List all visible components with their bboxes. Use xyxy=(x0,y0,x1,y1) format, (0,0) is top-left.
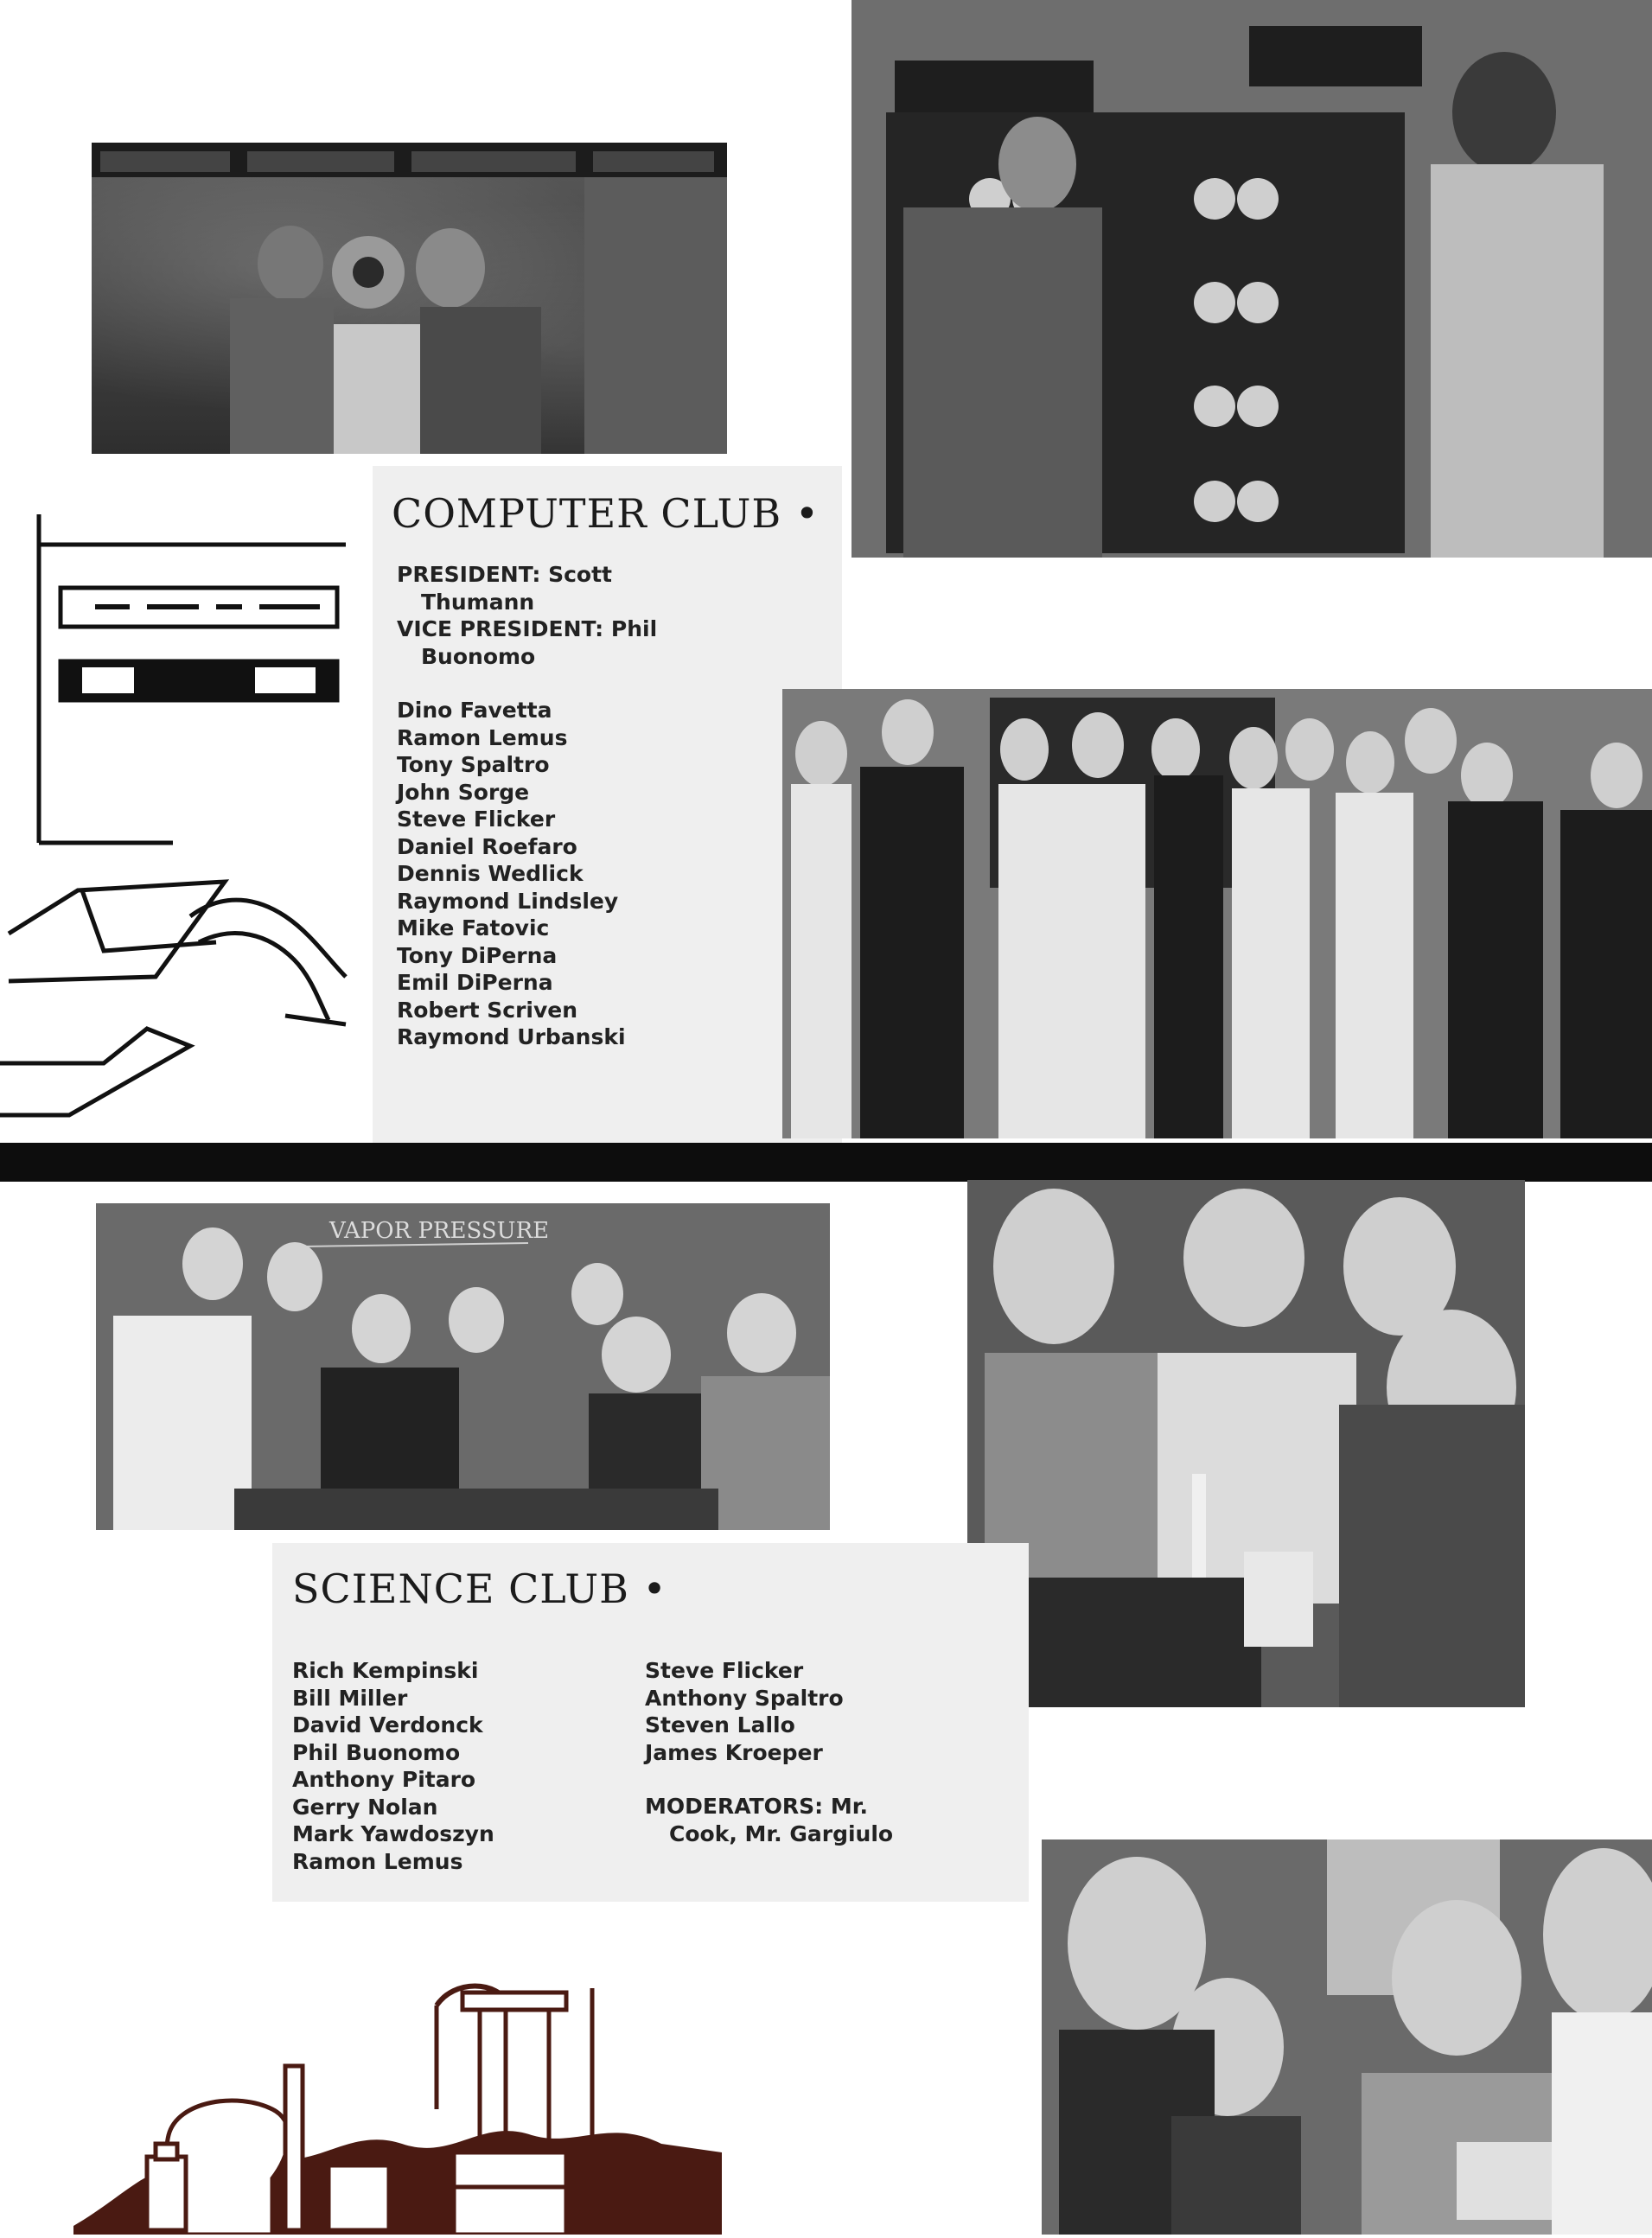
list-item: Gerry Nolan xyxy=(292,1794,438,1820)
photo-students-at-terminal xyxy=(92,143,727,454)
list-item: Anthony Pitaro xyxy=(292,1767,476,1792)
photo-science-chalkboard-group xyxy=(96,1203,830,1530)
list-item: Steve Flicker xyxy=(397,807,556,832)
list-item: Tony DiPerna xyxy=(397,942,558,968)
list-item: Tony Spaltro xyxy=(397,752,550,777)
computer-terminal-drawing xyxy=(0,510,373,1141)
photo-science-students-book xyxy=(1042,1839,1652,2235)
list-item: Phil Buonomo xyxy=(292,1739,461,1765)
science-club-title: SCIENCE CLUB • xyxy=(292,1565,667,1612)
list-item: Emil DiPerna xyxy=(397,970,553,995)
science-club-roster-left xyxy=(292,1657,494,1875)
list-item: Daniel Roefaro xyxy=(397,833,577,859)
list-item: Robert Scriven xyxy=(397,997,578,1023)
list-item: Steve Flicker xyxy=(645,1658,804,1683)
vice-president-name: Buonomo xyxy=(421,643,536,669)
photo-computer-club-group xyxy=(782,689,1652,1138)
computer-club-title: COMPUTER CLUB • xyxy=(392,490,820,537)
list-item: Mike Fatovic xyxy=(397,915,550,940)
list-item: Rich Kempinski xyxy=(292,1658,479,1683)
lab-equipment-drawing xyxy=(73,1971,722,2235)
list-item: Raymond Lindsley xyxy=(397,888,619,914)
photo-science-lab-bench xyxy=(967,1180,1525,1707)
computer-club-panel xyxy=(373,466,842,1143)
list-item: John Sorge xyxy=(397,779,530,805)
list-item: Steven Lallo xyxy=(645,1712,795,1737)
president-label: PRESIDENT: Scott xyxy=(397,562,612,587)
science-club-roster-right xyxy=(645,1657,893,1847)
photo-tape-drive-cabinets xyxy=(852,0,1652,558)
vice-president-label: VICE PRESIDENT: Phil xyxy=(397,616,658,641)
moderators-label: MODERATORS: Mr. xyxy=(645,1794,869,1819)
list-item: Mark Yawdoszyn xyxy=(292,1821,494,1846)
chalkboard-text: VAPOR PRESSURE xyxy=(329,1218,550,1244)
president-name: Thumann xyxy=(421,589,535,615)
list-item: James Kroeper xyxy=(645,1739,823,1765)
list-item: Ramon Lemus xyxy=(292,1848,463,1874)
list-item: Anthony Spaltro xyxy=(645,1685,844,1711)
list-item: Bill Miller xyxy=(292,1685,408,1711)
section-divider-band xyxy=(0,1143,1652,1182)
list-item: Ramon Lemus xyxy=(397,724,568,750)
list-item: Dino Favetta xyxy=(397,698,552,723)
moderators-names: Cook, Mr. Gargiulo xyxy=(669,1820,894,1846)
list-item: David Verdonck xyxy=(292,1712,483,1737)
list-item: Raymond Urbanski xyxy=(397,1024,626,1049)
science-club-panel xyxy=(272,1543,1029,1902)
computer-club-roster xyxy=(397,561,657,1051)
list-item: Dennis Wedlick xyxy=(397,861,584,886)
